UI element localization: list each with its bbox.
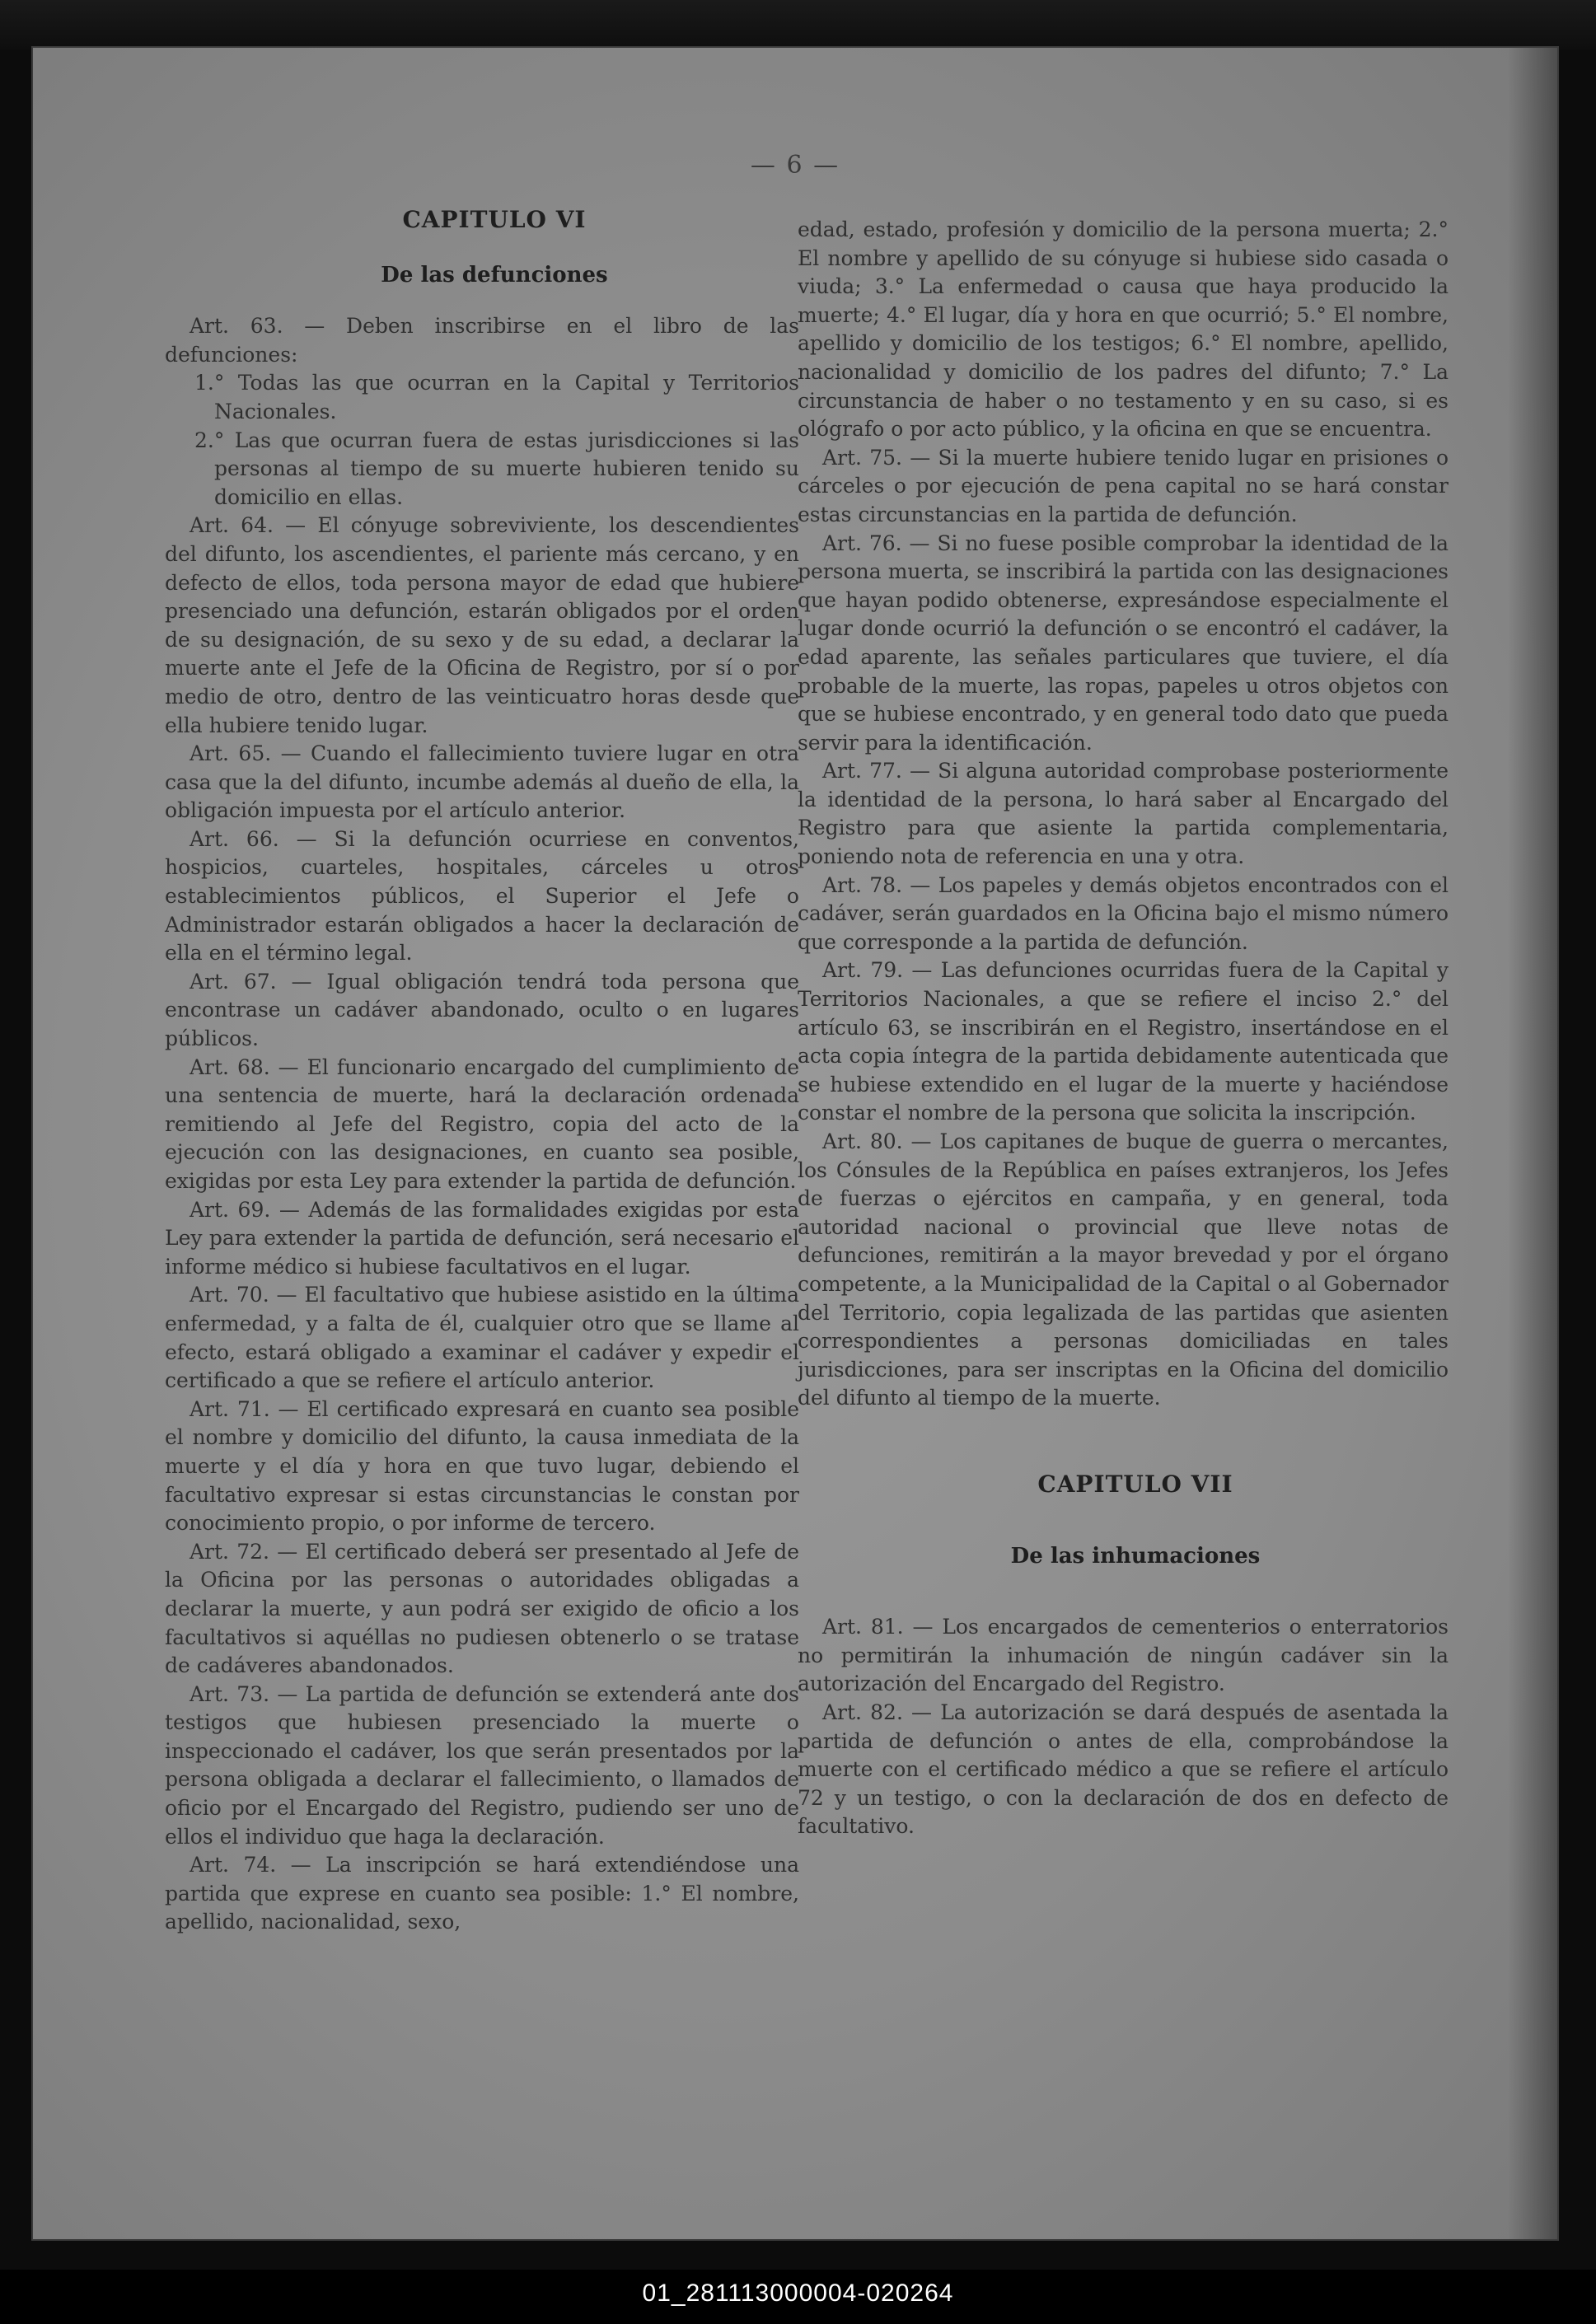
page-number: — 6 —: [750, 151, 840, 180]
right-paragraphs-top: [798, 216, 1449, 1413]
article-paragraph: Art. 73. — La partida de defunción se extenderá ante dos testigos que hubiesen presenciado la muerte o inspeccionado el cadáver, los que serán presentados por la persona obligada a declarar el fallecimiento, o llamados de oficio por el Encargado del Registro, pudiendo ser uno de ellos el individuo que haga la declaración.: [165, 1681, 799, 1849]
chapter-subtitle: De las defunciones: [381, 262, 608, 288]
article-paragraph: Art. 77. — Si alguna autoridad comprobase posteriormente la identidad de la persona, lo hará saber al Encargado del Registro para que asiente la partida complementaria, poniendo nota de referencia en una y otra.: [798, 759, 1449, 869]
article-paragraph: Art. 66. — Si la defunción ocurriese en conventos, hospicios, cuarteles, hospitales, cárceles u otros establecimientos públicos, el Superior el Jefe o Administrador estarán obligados a hacer la declaración de ella en el término legal.: [165, 826, 799, 966]
scan-file-label: 01_281113000004-020264: [642, 2280, 954, 2307]
article-paragraph: Art. 64. — El cónyuge sobreviviente, los descendientes del difunto, los ascendientes, el pariente más cercano, y en defecto de ellos, toda persona mayor de edad que hubiere presenciado una defunción, estarán obligados por el orden de su designación, de su sexo y de su edad, a declarar la muerte ante el Jefe de la Oficina de Registro, por sí o por medio de otro, dentro de las veinticuatro horas desde que ella hubiere tenido lugar.: [165, 513, 799, 737]
article-paragraph: Art. 63. — Deben inscribirse en el libro de las defunciones:: [165, 314, 799, 367]
chapter-title: CAPITULO VI: [402, 206, 587, 233]
article-paragraph: Art. 69. — Además de las formalidades exigidas por esta Ley para extender la partida de defunción, será necesario el informe médico si hubiese facultativos en el lugar.: [165, 1197, 799, 1279]
article-paragraph: Art. 81. — Los encargados de cementerios o enterratorios no permitirán la inhumación de ningún cadáver sin la autorización del Encargado del Registro.: [798, 1615, 1449, 1696]
article-paragraph: Art. 65. — Cuando el fallecimiento tuviere lugar en otra casa que la del difunto, incumbe además al dueño de ella, la obligación impuesta por el artículo anterior.: [165, 741, 799, 823]
article-paragraph: Art. 82. — La autorización se dará después de asentada la partida de defunción o antes de ella, comprobándose la muerte con el certificado médico a que se refiere el artículo 72 y un testigo, o con la declaración de dos en defecto de facultativo.: [798, 1700, 1449, 1839]
list-item: 2.° Las que ocurran fuera de estas jurisdicciones si las personas al tiempo de su muerte hubieren tenido su domicilio en ellas.: [194, 428, 799, 509]
chapter-title-vii: CAPITULO VII: [1037, 1470, 1233, 1498]
list-item: 1.° Todas las que ocurran en la Capital y Territorios Nacionales.: [194, 371, 799, 423]
article-paragraph: Art. 67. — Igual obligación tendrá toda persona que encontrase un cadáver abandonado, oculto o en lugares públicos.: [165, 969, 799, 1051]
article-paragraph: Art. 72. — El certificado deberá ser presentado al Jefe de la Oficina por las personas o autoridades obligadas a declarar la muerte, y aun podrá ser exigido de oficio a los facultativos si aquéllas no pudiesen obtenerlo o se tratase de cadáveres abandonados.: [165, 1539, 799, 1678]
scan-background-top: [0, 0, 1596, 49]
left-paragraphs: [165, 312, 799, 1937]
article-paragraph: Art. 70. — El facultativo que hubiese asistido en la última enfermedad, y a falta de él, cualquier otro que se llame al efecto, estará obligado a examinar el cadáver y expedir el certificado a que se refiere el artículo anterior.: [165, 1283, 799, 1393]
right-text-column: [798, 216, 1449, 1841]
article-paragraph: Art. 75. — Si la muerte hubiere tenido lugar en prisiones o cárceles o por ejecución de pena capital no se hará constar estas circunstancias en la partida de defunción.: [798, 445, 1449, 526]
article-paragraph: Art. 68. — El funcionario encargado del cumplimiento de una sentencia de muerte, hará la declaración ordenada remitiendo al Jefe del Registro, copia del acto de la ejecución con las designaciones, en cuanto sea posible, exigidas por esta Ley para extender la partida de defunción.: [165, 1054, 799, 1193]
chapter-subtitle-vii: De las inhumaciones: [1010, 1543, 1261, 1569]
right-paragraphs-bottom: [798, 1613, 1449, 1841]
article-paragraph: Art. 78. — Los papeles y demás objetos encontrados con el cadáver, serán guardados en la Oficina bajo el mismo número que corresponde a la partida de defunción.: [798, 872, 1449, 954]
scan-footer-bar: [0, 2270, 1596, 2324]
article-paragraph: Art. 74. — La inscripción se hará extendiéndose una partida que exprese en cuanto sea posible: 1.° El nombre, apellido, nacionalidad, sexo,: [165, 1853, 799, 1934]
page-binding-shadow: [1508, 48, 1557, 2239]
left-text-column: [165, 206, 799, 1937]
article-paragraph: Art. 71. — El certificado expresará en cuanto sea posible el nombre y domicilio del difunto, la causa inmediata de la muerte y el día y hora en que tuvo lugar, debiendo el facultativo expresar si estas circunstancias le constan por conocimiento propio, o por informe de tercero.: [165, 1396, 799, 1536]
article-paragraph: Art. 79. — Las defunciones ocurridas fuera de la Capital y Territorios Nacionales, a que se refiere el inciso 2.° del artículo 63, se inscribirán en el Registro, insertándose en el acta copia íntegra de la partida debidamente autenticada que se hubiese extendido en el lugar de la muerte y haciéndose constar el nombre de la persona que solicita la inscripción.: [798, 958, 1449, 1125]
article-paragraph: Art. 80. — Los capitanes de buque de guerra o mercantes, los Cónsules de la República en países extranjeros, los Jefes de fuerzas o ejércitos en campaña, y en general, toda autoridad nacional o provincial que lleve notas de defunciones, remitirán a la mayor brevedad y por el órgano competente, a la Municipalidad de la Capital o al Gobernador del Territorio, copia legalizada de las partidas que asienten correspondientes a personas domiciliadas en tales jurisdicciones, para ser inscriptas en la Oficina del domicilio del difunto al tiempo de la muerte.: [798, 1129, 1449, 1410]
article-paragraph: Art. 76. — Si no fuese posible comprobar la identidad de la persona muerta, se inscribirá la partida con las designaciones que hayan podido obtenerse, expresándose especialmente el lugar donde ocurrió la defunción o se encontró el cadáver, la edad aparente, las señales particulares que tuviere, el día probable de la muerte, las ropas, papeles u otros objetos con que se hubiese encontrado, y en general todo dato que pueda servir para la identificación.: [798, 531, 1449, 755]
article-paragraph: edad, estado, profesión y domicilio de la persona muerta; 2.° El nombre y apellido de su cónyuge si hubiese sido casada o viuda; 3.° La enfermedad o causa que haya producido la muerte; 4.° El lugar, día y hora en que ocurrió; 5.° El nombre, apellido y domicilio de los testigos; 6.° El nombre, apellido, nacionalidad y domicilio de los padres del difunto; 7.° La circunstancia de haber o no testamento y en su caso, si es ológrafo o por acto público, y la oficina en que se encuentra.: [798, 217, 1449, 442]
